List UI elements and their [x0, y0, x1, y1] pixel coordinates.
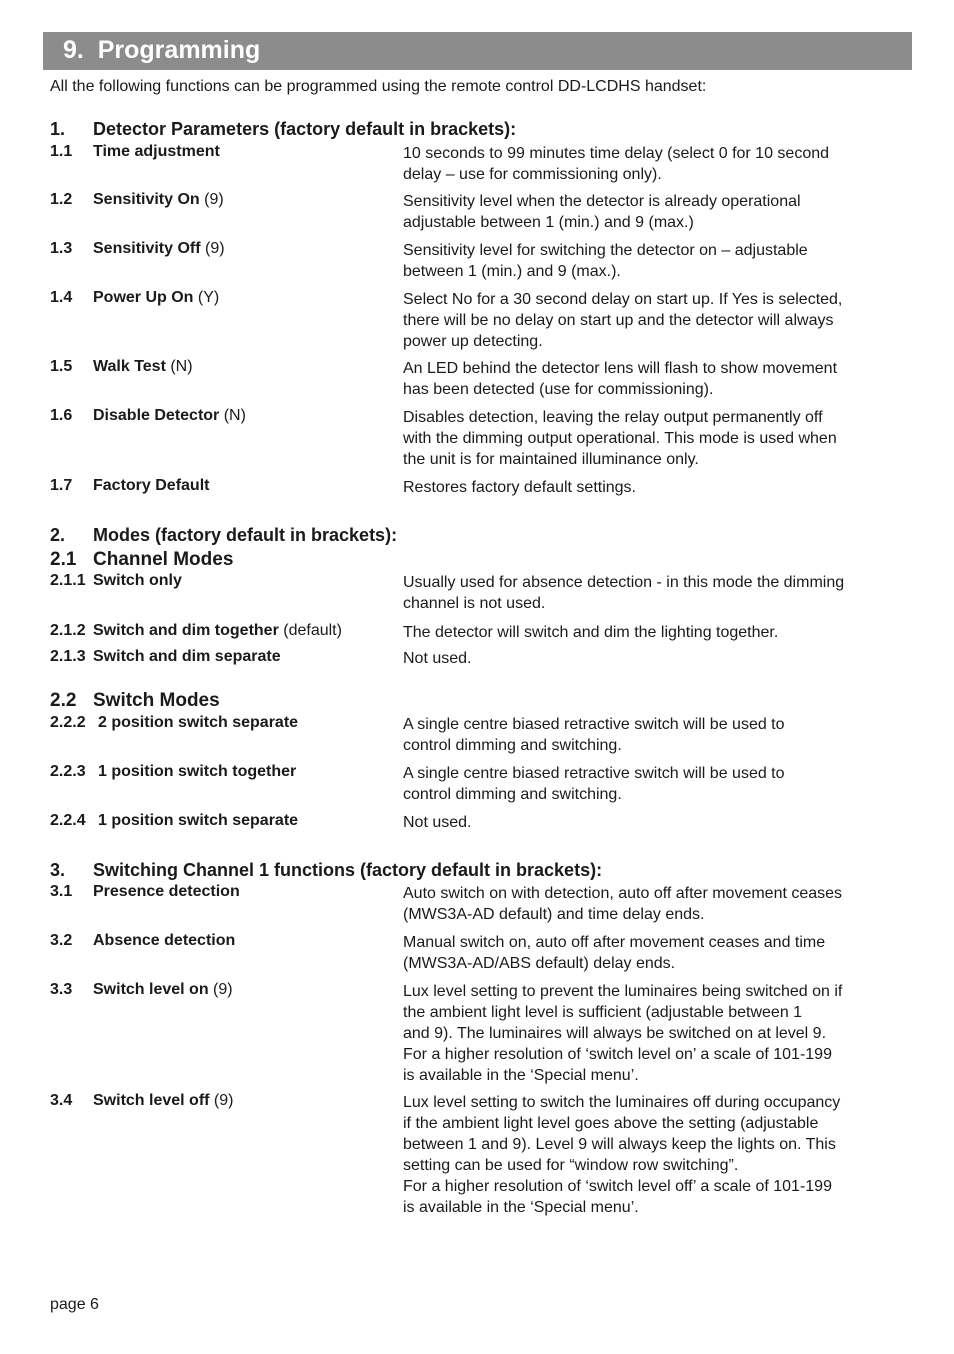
- section-heading-switching-channel-1: [50, 860, 602, 881]
- function-name: Switch level on: [93, 981, 209, 998]
- parameter-name: Disable Detector: [93, 407, 220, 424]
- mode-description: The detector will switch and dim the lighting together.: [403, 624, 779, 641]
- mode-name: Switch and dim together: [93, 622, 279, 639]
- parameter-number: 1.4: [50, 289, 73, 306]
- parameter-description: Sensitivity level for switching the detector on – adjustable between 1 (min.) and 9 (max.).: [403, 242, 808, 280]
- function-label: [93, 883, 240, 901]
- mode-number: 2.1.3: [50, 648, 86, 665]
- parameter-default: (N): [165, 358, 193, 375]
- subsection-heading-switch-modes: [50, 690, 220, 712]
- parameter-default: (9): [200, 240, 225, 257]
- mode-number: 2.1.2: [50, 622, 86, 639]
- mode-description: Usually used for absence detection - in this mode the dimming channel is not used.: [403, 574, 845, 612]
- function-default: (9): [209, 1092, 234, 1109]
- switch-mode-name: 2 position switch separate: [98, 714, 299, 731]
- parameter-default: (Y): [193, 289, 220, 306]
- function-label: [93, 932, 235, 950]
- parameter-default: (N): [219, 407, 246, 424]
- function-description: Auto switch on with detection, auto off after movement ceases (MWS3A-AD default) and time delay ends.: [403, 885, 843, 923]
- mode-name: Switch and dim separate: [93, 648, 281, 665]
- section-number: 1.: [50, 119, 66, 139]
- page-title: 9. Programming: [63, 36, 261, 64]
- page-number: page 6: [50, 1296, 99, 1313]
- parameter-description: Disables detection, leaving the relay output permanently off with the dimming output operational. This mode is used when the unit is for maintained illuminance only.: [403, 409, 837, 468]
- section-heading-detector-parameters: [50, 119, 516, 140]
- parameter-default: (9): [199, 191, 224, 208]
- subsection-number: 2.2: [50, 690, 77, 711]
- switch-mode-description: Not used.: [403, 814, 472, 831]
- subsection-title: Channel Modes: [93, 549, 234, 570]
- switch-mode-description: A single centre biased retractive switch will be used to control dimming and switching.: [403, 716, 785, 754]
- intro-text: All the following functions can be programmed using the remote control DD-LCDHS handset:: [50, 78, 707, 95]
- mode-label: [93, 622, 342, 640]
- function-description: Lux level setting to switch the luminaires off during occupancy if the ambient light level goes above the setting (adjustable between 1 and 9). Level 9 will always keep the lights on. This setting can be used for “window row switching”. For a higher resolution of ‘switch level off’ a scale of 101-199 is available in the ‘Special menu’.: [403, 1094, 841, 1216]
- function-name: Absence detection: [93, 932, 236, 949]
- switch-mode-label: [98, 763, 296, 781]
- mode-default: (default): [278, 622, 342, 639]
- parameter-label: [93, 358, 193, 376]
- switch-mode-label: [98, 714, 298, 732]
- parameter-description: Restores factory default settings.: [403, 479, 636, 496]
- parameter-description: Sensitivity level when the detector is already operational adjustable between 1 (min.) and 9 (max.): [403, 193, 801, 231]
- section-title: Switching Channel 1 functions (factory default in brackets):: [93, 860, 603, 880]
- switch-mode-number: 2.2.3: [50, 763, 86, 780]
- parameter-label: [93, 289, 219, 307]
- switch-mode-name: 1 position switch together: [98, 763, 297, 780]
- parameter-label: [93, 407, 246, 425]
- switch-mode-description: A single centre biased retractive switch will be used to control dimming and switching.: [403, 765, 785, 803]
- section-title: Detector Parameters (factory default in brackets):: [93, 119, 517, 139]
- parameter-number: 1.1: [50, 143, 73, 160]
- mode-name: Switch only: [93, 572, 182, 589]
- parameter-name: Power Up On: [93, 289, 194, 306]
- parameter-number: 1.7: [50, 477, 73, 494]
- parameter-number: 1.3: [50, 240, 73, 257]
- parameter-name: Factory Default: [93, 477, 210, 494]
- parameter-number: 1.2: [50, 191, 73, 208]
- parameter-label: [93, 477, 209, 495]
- switch-mode-name: 1 position switch separate: [98, 812, 299, 829]
- parameter-label: [93, 240, 225, 258]
- mode-number: 2.1.1: [50, 572, 86, 589]
- parameter-name: Sensitivity Off: [93, 240, 201, 257]
- mode-label: [93, 572, 182, 590]
- parameter-name: Walk Test: [93, 358, 166, 375]
- subsection-heading-channel-modes: [50, 549, 233, 571]
- parameter-description: Select No for a 30 second delay on start up. If Yes is selected, there will be no delay on start up and the detector will always power up detecting.: [403, 291, 843, 350]
- function-number: 3.4: [50, 1092, 73, 1109]
- mode-label: [93, 648, 281, 666]
- function-number: 3.2: [50, 932, 73, 949]
- function-label: [93, 981, 233, 999]
- parameter-description: 10 seconds to 99 minutes time delay (select 0 for 10 second delay – use for commissioning only).: [403, 145, 830, 183]
- function-name: Switch level off: [93, 1092, 210, 1109]
- switch-mode-number: 2.2.4: [50, 812, 86, 829]
- section-number: 2.: [50, 525, 66, 545]
- parameter-label: [93, 191, 224, 209]
- function-number: 3.3: [50, 981, 73, 998]
- parameter-label: [93, 143, 220, 161]
- subsection-title: Switch Modes: [93, 690, 220, 711]
- section-title: Modes (factory default in brackets):: [93, 525, 398, 545]
- function-default: (9): [208, 981, 233, 998]
- switch-mode-number: 2.2.2: [50, 714, 86, 731]
- parameter-number: 1.5: [50, 358, 73, 375]
- switch-mode-label: [98, 812, 298, 830]
- section-banner: [43, 32, 912, 70]
- function-name: Presence detection: [93, 883, 240, 900]
- parameter-name: Time adjustment: [93, 143, 220, 160]
- mode-description: Not used.: [403, 650, 472, 667]
- subsection-number: 2.1: [50, 549, 77, 570]
- function-description: Manual switch on, auto off after movement ceases and time (MWS3A-AD/ABS default) delay ends.: [403, 934, 826, 972]
- parameter-description: An LED behind the detector lens will flash to show movement has been detected (use for commissioning).: [403, 360, 838, 398]
- section-heading-modes: [50, 525, 397, 546]
- function-description: Lux level setting to prevent the luminaires being switched on if the ambient light level is sufficient (adjustable between 1 and 9). The luminaires will always be switched on at level 9. For a higher resolution of ‘switch level on’ a scale of 101-199 is available in the ‘Special menu’.: [403, 983, 843, 1084]
- section-number: 3.: [50, 860, 66, 880]
- parameter-name: Sensitivity On: [93, 191, 200, 208]
- function-number: 3.1: [50, 883, 73, 900]
- parameter-number: 1.6: [50, 407, 73, 424]
- function-label: [93, 1092, 233, 1110]
